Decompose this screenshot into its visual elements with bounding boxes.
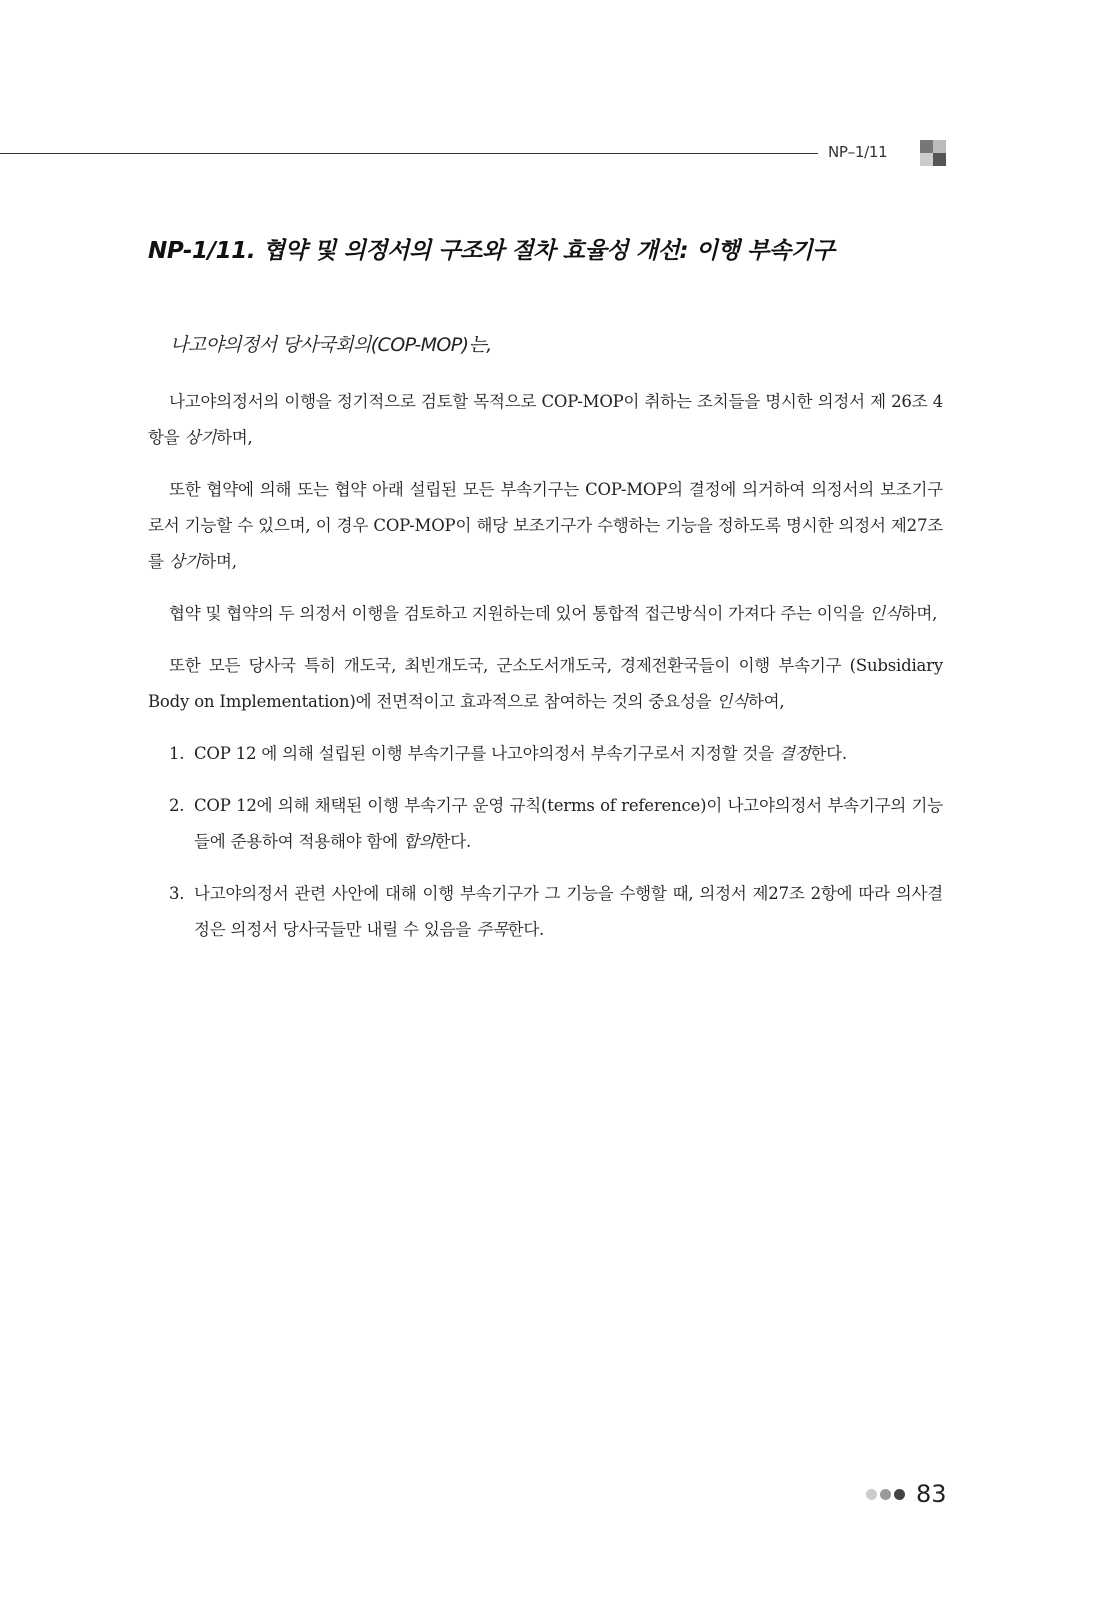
item-number: 2. xyxy=(169,796,185,815)
operative-item: 3. 나고야의정서 관련 사안에 대해 이행 부속기구가 그 기능을 수행할 때, 의정서 제27조 2항에 따라 의사결정은 의정서 당사국들만 내릴 수 있음을 주목한다. xyxy=(148,876,943,948)
mark-square-bottom-left xyxy=(920,153,933,166)
mark-square-bottom-right xyxy=(933,153,946,166)
operative-verb: 상기 xyxy=(168,552,201,571)
mark-square-top-right xyxy=(933,140,946,153)
operative-verb: 결정 xyxy=(778,744,811,763)
operative-item: 1. COP 12 에 의해 설립된 이행 부속기구를 나고야의정서 부속기구로서 지정할 것을 결정한다. xyxy=(148,736,943,772)
page-number: 83 xyxy=(916,1480,947,1508)
preamble-paragraph: 나고야의정서의 이행을 정기적으로 검토할 목적으로 COP-MOP이 취하는 조치들을 명시한 의정서 제 26조 4항을 상기하며, xyxy=(148,392,943,447)
preamble-paragraph: 또한 협약에 의해 또는 협약 아래 설립된 모든 부속기구는 COP-MOP의 결정에 의거하여 의정서의 보조기구로서 기능할 수 있으며, 이 경우 COP-MOP이 해당 보조기구가 수행하는 기능을 정하도록 명시한 의정서 제27조를 상기하며, xyxy=(148,480,943,571)
footer-dot xyxy=(866,1489,877,1500)
footer-dot xyxy=(880,1489,891,1500)
header-rule xyxy=(0,153,818,154)
item-number: 3. xyxy=(169,884,185,903)
operative-verb: 합의 xyxy=(403,832,435,851)
page-footer xyxy=(866,1480,947,1508)
operative-verb: 인식 xyxy=(869,604,901,623)
operative-item: 2. COP 12에 의해 채택된 이행 부속기구 운영 규칙(terms of reference)이 나고야의정서 부속기구의 기능들에 준용하여 적용해야 함에 합의한다. xyxy=(148,788,943,860)
mark-square-top-left xyxy=(920,140,933,153)
operative-verb: 주목 xyxy=(476,920,508,939)
preamble-heading: 나고야의정서 당사국회의(COP-MOP)는, xyxy=(170,334,492,356)
decision-title: NP-1/11. 협약 및 의정서의 구조와 절차 효율성 개선: 이행 부속기구 xyxy=(148,238,835,264)
preamble-paragraph: 협약 및 협약의 두 의정서 이행을 검토하고 지원하는데 있어 통합적 접근방식이 가져다 주는 이익을 인식하며, xyxy=(169,604,938,623)
item-number: 1. xyxy=(169,744,185,763)
footer-dot xyxy=(894,1489,905,1500)
header-square-mark xyxy=(920,140,946,166)
operative-verb: 인식 xyxy=(716,692,748,711)
header-decision-code: NP–1/11 xyxy=(828,143,888,161)
preamble-paragraph: 또한 모든 당사국 특히 개도국, 최빈개도국, 군소도서개도국, 경제전환국들이 이행 부속기구 (Subsidiary Body on Implementation)에 전면적이고 효과적으로 참여하는 것의 중요성을 인식하여, xyxy=(148,656,943,711)
operative-verb: 상기 xyxy=(184,428,217,447)
operative-list xyxy=(148,736,943,948)
document-body xyxy=(148,384,943,964)
